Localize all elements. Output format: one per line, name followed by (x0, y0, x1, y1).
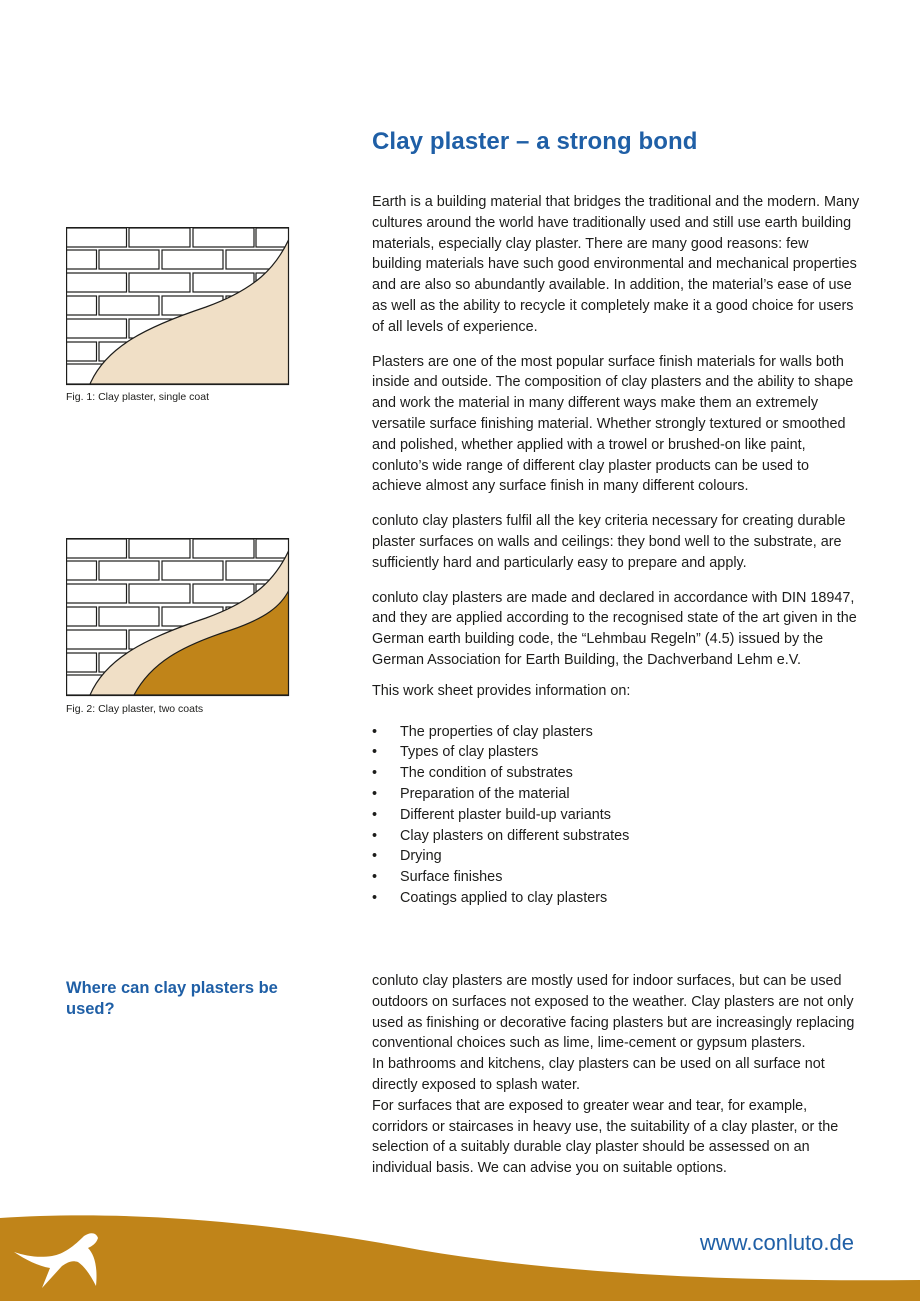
figure-caption: Fig. 2: Clay plaster, two coats (66, 703, 204, 715)
topics-list (372, 722, 862, 909)
paragraph: conluto clay plasters are made and declared in accordance with DIN 18947, and they are applied according to the recognised state of the art given in the German earth building code, the “Lehmbau Regeln” (4.5) issued by the German Association for Earth Building, the Dachverband Lehm e.V. (372, 589, 857, 668)
list-item: • Drying (372, 848, 442, 865)
figure-caption: Fig. 1: Clay plaster, single coat (66, 391, 209, 403)
list-item: • Surface finishes (372, 869, 503, 886)
paragraph: conluto clay plasters fulfil all the key criteria necessary for creating durable plaster surfaces on walls and ceilings: they bond well to the substrate, are sufficiently hard and particularly easy to prepare and apply. (372, 513, 846, 571)
swallow-logo-icon (12, 1230, 104, 1297)
paragraph: In bathrooms and kitchens, clay plasters can be used on all surface not directly exposed to splash water. (372, 1056, 825, 1093)
list-item: • Coatings applied to clay plasters (372, 889, 608, 906)
paragraph: For surfaces that are exposed to greater wear and tear, for example, corridors or staircases in heavy use, the suitability of a clay plaster, or the selection of a suitably durable clay plaster should be assessed on an individual basis. We can advise you on suitable options. (372, 1097, 839, 1177)
section-text (372, 971, 862, 1179)
list-item: • The condition of substrates (372, 765, 573, 782)
list-item: • Clay plasters on different substrates (372, 827, 630, 844)
list-item: • Types of clay plasters (372, 744, 539, 761)
figure-two-coats (66, 538, 290, 698)
list-item: • The properties of clay plasters (372, 723, 593, 740)
list-item: • Preparation of the material (372, 785, 570, 802)
paragraph: Plasters are one of the most popular surface finish materials for walls both inside and outside. The composition of clay plasters and the ability to shape and work the material in many different ways make them an extremely versatile surface finishing material. Whether strongly textured or smoothed and polished, whether applied with a trowel or brushed-on like paint, conluto’s wide range of different clay plaster products can be used to achieve almost any surface finish in many different colours. (372, 353, 854, 495)
page-title: Clay plaster – a strong bond (372, 128, 698, 155)
paragraph: Earth is a building material that bridges the traditional and the modern. Many cultures around the world have traditionally used and still use earth building materials, especially clay plaster. There are many good reasons: few building materials have such good environmental and mechanical properties and are also so abundantly available. In addition, the material’s ease of use as well as the ability to recycle it completely make it a good choice for users of all levels of experience. (372, 194, 860, 335)
paragraph: This work sheet provides information on: (372, 682, 631, 699)
brick-wall (67, 539, 291, 696)
figure-single-coat (66, 227, 290, 387)
section-heading: Where can clay plasters be used? (66, 979, 278, 1018)
brick-wall (67, 228, 291, 385)
list-item: • Different plaster build-up variants (372, 806, 611, 823)
website-link[interactable]: www.conluto.de (699, 1230, 854, 1255)
paragraph: conluto clay plasters are mostly used for indoor surfaces, but can be used outdoors on surfaces not exposed to the weather. Clay plasters are not only used as finishing or decorative facing plasters but are increasingly replacing conventional choices such as lime, lime-cement or gypsum plasters. (372, 973, 855, 1052)
intro-text (372, 192, 862, 909)
